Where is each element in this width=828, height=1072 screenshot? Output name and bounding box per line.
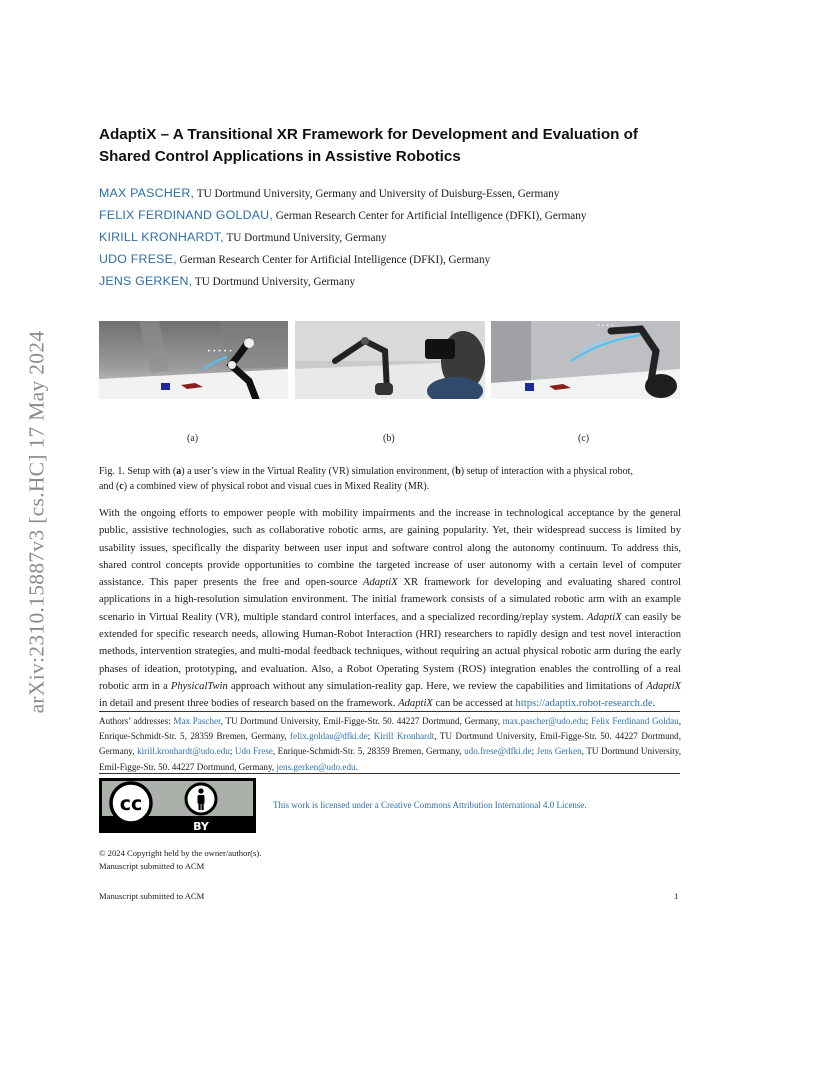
- email-link[interactable]: max.pascher@udo.edu: [502, 716, 586, 726]
- author-affiliation: TU Dortmund University, Germany and University of Duisburg-Essen, Germany: [196, 188, 560, 200]
- figure-image-a: [99, 321, 288, 399]
- author-affiliation: German Research Center for Artificial Intelligence (DFKI), Germany: [275, 210, 587, 222]
- abstract: With the ongoing efforts to empower people with mobility impairments and the increase in technological acceptance by the general public, assistive technologies, such as collaborative robotic arms, are gaining popularity. Yet, their widespread success is limited by usability issues, specifically the disparity between user input and software control along the autonomy continuum. To address this, shared control concepts provide opportunities to combine the targeted increase of user autonomy with a certain level of computer assistance. This paper presents the free and open-source AdaptiX XR framework for developing and evaluating shared control applications in a high-resolution simulation environment. The initial framework consists of a simulated robotic arm with an example scenario in Virtual Reality (VR), multiple standard control interfaces, and a specialized recording/replay system. AdaptiX can easily be extended for specific research needs, allowing Human-Robot Interaction (HRI) researchers to rapidly design and test novel interaction methods, intervention strategies, and multi-modal feedback techniques, without requiring an actual physical robotic arm during the early phases of ideation, prototyping, and evaluation. Also, a Robot Operating System (ROS) integration enables the controlling of a real robotic arm in a PhysicalTwin approach without any simulation-reality gap. Here, we review the capabilities and limitations of AdaptiX in detail and present three bodies of research based on the framework. AdaptiX can be accessed at https://adaptix.robot-research.de.: [99, 508, 682, 710]
- email-link[interactable]: udo.frese@dfki.de: [464, 746, 532, 757]
- svg-text:• • • • •: • • • • •: [207, 348, 233, 355]
- address-author-link[interactable]: Max Pascher: [173, 716, 221, 726]
- cc-by-label: BY: [193, 820, 209, 833]
- svg-text:• • • •: • • • •: [597, 323, 614, 329]
- license-divider: [99, 773, 680, 774]
- figure-caption: Fig. 1. Setup with (a) a user’s view in the Virtual Reality (VR) simulation environment, (b) setup of interaction with a physical robot, and (c) a combined view of physical robot and visual cues in Mixed Reality (MR).: [99, 466, 633, 492]
- email-link[interactable]: kirill.kronhardt@udo.edu: [137, 746, 230, 757]
- figure-1: [99, 321, 680, 401]
- author-name[interactable]: KIRILL KRONHARDT: [99, 230, 221, 244]
- arxiv-watermark: [17, 282, 57, 762]
- submission-line: Manuscript submitted to ACM: [99, 861, 205, 871]
- figure-sublabel-b: (b): [383, 433, 395, 444]
- author-name[interactable]: FELIX FERDINAND GOLDAU: [99, 208, 270, 222]
- author-addresses: Authors’ addresses: Max Pascher, TU Dortmund University, Emil-Figge-Str. 50. 44227 Dortmund, Germany, max.pascher@udo.edu; Felix Ferdinand Goldau, Enrique-Schmidt-Str. 5, 28359 Bremen, Germany, felix.goldau@dfki.de; Kirill Kronhardt, TU Dortmund University, Emil-Figge-Str. 50. 44227 Dortmund, Germany, kirill.kronhardt@udo.edu; Udo Frese, Enrique-Schmidt-Str. 5, 28359 Bremen, Germany, udo.frese@dfki.de; Jens Gerken, TU Dortmund University, Emil-Figge-Str. 50. 44227 Dortmund, Germany, jens.gerken@udo.edu.: [99, 716, 682, 772]
- addresses-divider: [99, 711, 680, 712]
- svg-text:cc: cc: [119, 793, 143, 815]
- author-name[interactable]: UDO FRESE: [99, 252, 174, 266]
- page-number: 1: [674, 891, 679, 901]
- license-link[interactable]: This work is licensed under a Creative Commons Attribution International 4.0 License.: [273, 800, 587, 810]
- paper-title: [99, 124, 699, 168]
- footer-text: Manuscript submitted to ACM: [99, 891, 205, 901]
- author-affiliation: TU Dortmund University, Germany: [226, 232, 387, 244]
- author-row: JENS GERKEN, TU Dortmund University, Germany: [99, 274, 356, 288]
- author-affiliation: TU Dortmund University, Germany: [194, 276, 356, 288]
- address-author-link[interactable]: Kirill Kronhardt: [373, 731, 435, 742]
- figure-image-b: [295, 321, 485, 399]
- title-line-2: Shared Control Applications in Assistive Robotics: [99, 148, 461, 165]
- title-line-1: AdaptiX – A Transitional XR Framework for Development and Evaluation of: [99, 126, 638, 143]
- email-link[interactable]: jens.gerken@udo.edu: [276, 761, 356, 772]
- address-author-link[interactable]: Felix Ferdinand Goldau: [591, 716, 679, 726]
- arxiv-watermark-text: arXiv:2310.15887v3 [cs.HC] 17 May 2024: [24, 330, 49, 714]
- author-row: KIRILL KRONHARDT, TU Dortmund University, Germany: [99, 230, 387, 244]
- address-author-link[interactable]: Jens Gerken: [536, 746, 582, 757]
- copyright: [99, 847, 261, 873]
- figure-sublabel-c: (c): [578, 433, 590, 444]
- figure-image-c: [491, 321, 680, 399]
- author-name[interactable]: MAX PASCHER: [99, 186, 191, 200]
- copyright-line: © 2024 Copyright held by the owner/author(s).: [99, 848, 262, 858]
- adaptix-url-link[interactable]: https://adaptix.robot-research.de: [515, 698, 653, 710]
- cc-by-badge[interactable]: [99, 778, 256, 833]
- address-author-link[interactable]: Udo Frese: [234, 746, 273, 757]
- author-row: FELIX FERDINAND GOLDAU, German Research Center for Artificial Intelligence (DFKI), Germany: [99, 208, 587, 222]
- email-link[interactable]: felix.goldau@dfki.de: [290, 731, 368, 742]
- author-row: MAX PASCHER, TU Dortmund University, Germany and University of Duisburg-Essen, Germany: [99, 186, 560, 200]
- author-name[interactable]: JENS GERKEN: [99, 274, 189, 288]
- figure-sublabel-a: (a): [187, 433, 199, 444]
- author-affiliation: German Research Center for Artificial Intelligence (DFKI), Germany: [179, 254, 491, 266]
- author-row: UDO FRESE, German Research Center for Artificial Intelligence (DFKI), Germany: [99, 252, 491, 266]
